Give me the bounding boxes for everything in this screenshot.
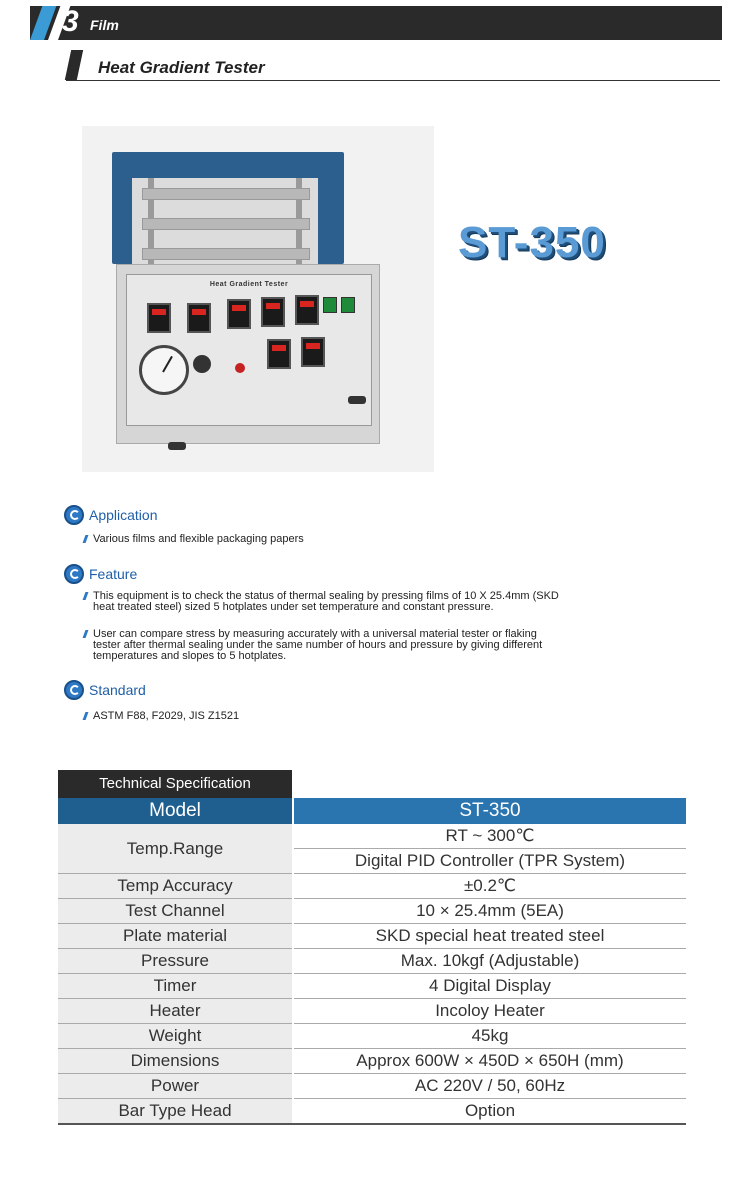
- spec-value: 10 × 25.4mm (5EA): [293, 899, 686, 924]
- category-label: Film: [90, 17, 119, 33]
- machine-foot: [348, 396, 366, 404]
- spec-label: Temp.Range: [58, 824, 293, 874]
- table-row: [58, 899, 686, 924]
- feature-item: User can compare stress by measuring accurately with a universal material tester or flaking tester after thermal sealing under the same number of hours and pressure by giving different temperatures and slopes to 5 hotplates.: [84, 629, 563, 662]
- list-tick-icon: [83, 712, 89, 720]
- feature-item: This equipment is to check the status of thermal sealing by pressing films of 10 X 25.4mm (SKD heat treated steel) sized 5 hotplates under set temperature and constant pressure.: [84, 591, 563, 613]
- table-row: [58, 949, 686, 974]
- section-bullet-icon: [64, 564, 84, 584]
- product-photo: [82, 126, 434, 472]
- machine-foot: [168, 442, 186, 450]
- temp-display: [147, 303, 171, 333]
- spec-header-row: [58, 798, 686, 824]
- list-tick-icon: [83, 630, 89, 638]
- standard-title: Standard: [89, 682, 146, 698]
- lower-rail: [142, 248, 310, 260]
- pressure-gauge-icon: [139, 345, 189, 395]
- spec-value: Digital PID Controller (TPR System): [293, 849, 686, 874]
- table-row: [58, 999, 686, 1024]
- hotplate-rail: [142, 218, 310, 230]
- table-row: [58, 824, 686, 849]
- cylinder-temp-display: [267, 339, 291, 369]
- list-tick-icon: [83, 535, 89, 543]
- section-bullet-icon: [64, 680, 84, 700]
- stop-button-icon: [341, 297, 355, 313]
- standard-item: ASTM F88, F2029, JIS Z1521: [84, 711, 563, 722]
- spec-value: Max. 10kgf (Adjustable): [293, 949, 686, 974]
- spec-label: Pressure: [58, 949, 293, 974]
- spec-value: 4 Digital Display: [293, 974, 686, 999]
- spec-label: Plate material: [58, 924, 293, 949]
- table-row: [58, 1099, 686, 1125]
- list-tick-icon: [83, 592, 89, 600]
- control-panel: [126, 274, 372, 426]
- pressure-knob-icon: [193, 355, 211, 373]
- upper-rail: [142, 188, 310, 200]
- spec-label: Temp Accuracy: [58, 874, 293, 899]
- table-row: [58, 924, 686, 949]
- title-marker: [65, 50, 83, 80]
- spec-value: Option: [293, 1099, 686, 1125]
- spec-label: Weight: [58, 1024, 293, 1049]
- application-title: Application: [89, 507, 158, 523]
- spec-value: RT ~ 300℃: [293, 824, 686, 849]
- spec-label: Heater: [58, 999, 293, 1024]
- emergency-button-icon: [235, 363, 245, 373]
- table-row: [58, 1074, 686, 1099]
- spec-value: SKD special heat treated steel: [293, 924, 686, 949]
- table-row: [58, 1049, 686, 1074]
- standard-heading: [64, 680, 146, 700]
- spec-value: AC 220V / 50, 60Hz: [293, 1074, 686, 1099]
- spec-label: Test Channel: [58, 899, 293, 924]
- temp-display: [187, 303, 211, 333]
- table-row: [58, 874, 686, 899]
- spec-label: Timer: [58, 974, 293, 999]
- timer-display: [301, 337, 325, 367]
- panel-title: Heat Gradient Tester: [209, 281, 289, 288]
- start-button-icon: [323, 297, 337, 313]
- table-row: [58, 974, 686, 999]
- spec-label: Power: [58, 1074, 293, 1099]
- category-header-bar: [30, 6, 722, 40]
- spec-label: Dimensions: [58, 1049, 293, 1074]
- feature-heading: [64, 564, 137, 584]
- temp-display: [227, 299, 251, 329]
- section-number: 3: [62, 5, 79, 38]
- table-row: [58, 1024, 686, 1049]
- application-item: Various films and flexible packaging papers: [84, 534, 563, 545]
- spec-value: 45kg: [293, 1024, 686, 1049]
- section-bullet-icon: [64, 505, 84, 525]
- model-name-large: ST-350: [458, 218, 606, 267]
- feature-title: Feature: [89, 566, 138, 582]
- spec-value: ±0.2℃: [293, 874, 686, 899]
- spec-value: Approx 600W × 450D × 650H (mm): [293, 1049, 686, 1074]
- page-title: Heat Gradient Tester: [98, 58, 265, 77]
- spec-value: Incoloy Heater: [293, 999, 686, 1024]
- spec-value: ST-350: [293, 798, 686, 824]
- spec-label: Model: [58, 798, 293, 824]
- temp-display: [261, 297, 285, 327]
- temp-display: [295, 295, 319, 325]
- machine-press-area: [132, 178, 318, 270]
- spec-label: Bar Type Head: [58, 1099, 293, 1125]
- application-heading: [64, 505, 158, 525]
- spec-tab-label: Technical Specification: [58, 770, 292, 798]
- page-title-row: [66, 50, 720, 81]
- spec-table: [58, 798, 686, 1125]
